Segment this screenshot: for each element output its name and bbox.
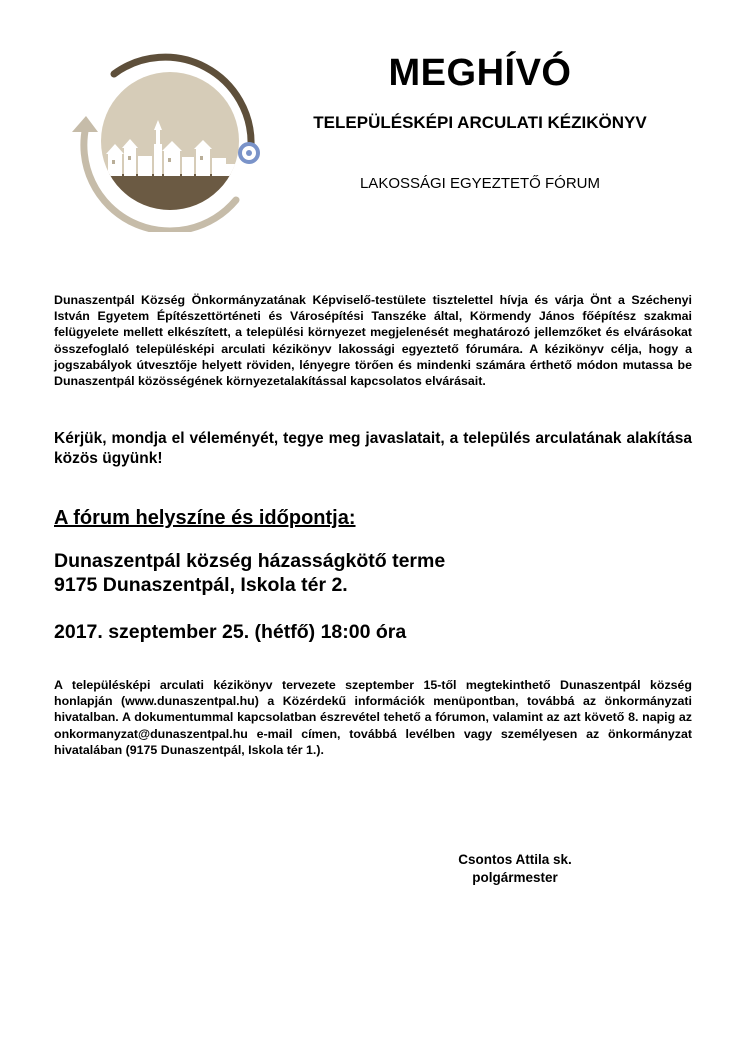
venue-address: 9175 Dunaszentpál, Iskola tér 2. bbox=[54, 574, 348, 596]
forum-label: LAKOSSÁGI EGYEZTETŐ FÓRUM bbox=[359, 175, 601, 192]
page-title: MEGHÍVÓ bbox=[388, 52, 572, 94]
signature-name: Csontos Attila sk. bbox=[458, 852, 572, 867]
document-subtitle: TELEPÜLÉSKÉPI ARCULATI KÉZIKÖNYV bbox=[313, 113, 647, 132]
venue-block bbox=[54, 549, 445, 597]
event-date: 2017. szeptember 25. (hétfő) 18:00 óra bbox=[54, 621, 407, 643]
intro-paragraph: Dunaszentpál Község Önkormányzatának Képviselő-testülete tisztelettel hívja és várja Önt a Széchenyi István Egyetem Építészettörténeti és Városépítési Tanszéke által, Körmendy János főépítész szakmai felügyelete mellett elkészített, a települési környezet megjelenését meghatározó jellemzőket és elvárásokat összefoglaló településképi arculati kézikönyv lakossági egyeztető fórumára. A kézikönyv célja, hogy a jogszabályok útvesztője helyett röviden, lényegre törően és mindenki számára érthető módon mutassa be Dunaszentpál közösségének környezetalakítással kapcsolatos elvárásait. bbox=[54, 293, 692, 389]
signature-role: polgármester bbox=[472, 870, 558, 885]
venue-name: Dunaszentpál község házasságkötő terme bbox=[54, 550, 446, 572]
request-paragraph: Kérjük, mondja el véleményét, tegye meg javaslatait, a település arculatának alakítása közös ügyünk! bbox=[54, 430, 692, 467]
signature-block bbox=[410, 851, 620, 887]
info-paragraph: A településképi arculati kézikönyv tervezete szeptember 15-től megtekinthető Dunaszentpál község honlapján (www.dunaszentpal.hu) a Közérdekű információk menüpontban, továbbá az önkormányzati hivatalban. A dokumentummal kapcsolatban észrevétel tehető a fórumon, valamint az azt követő 8. napig az onkormanyzat@dunaszentpal.hu e-mail címen, továbbá levélben vagy személyesen az önkormányzat hivatalában (9175 Dunaszentpál, Iskola tér 1.). bbox=[54, 678, 692, 757]
venue-heading: A fórum helyszíne és időpontja: bbox=[54, 507, 356, 529]
town-circle-logo-icon bbox=[66, 46, 266, 232]
